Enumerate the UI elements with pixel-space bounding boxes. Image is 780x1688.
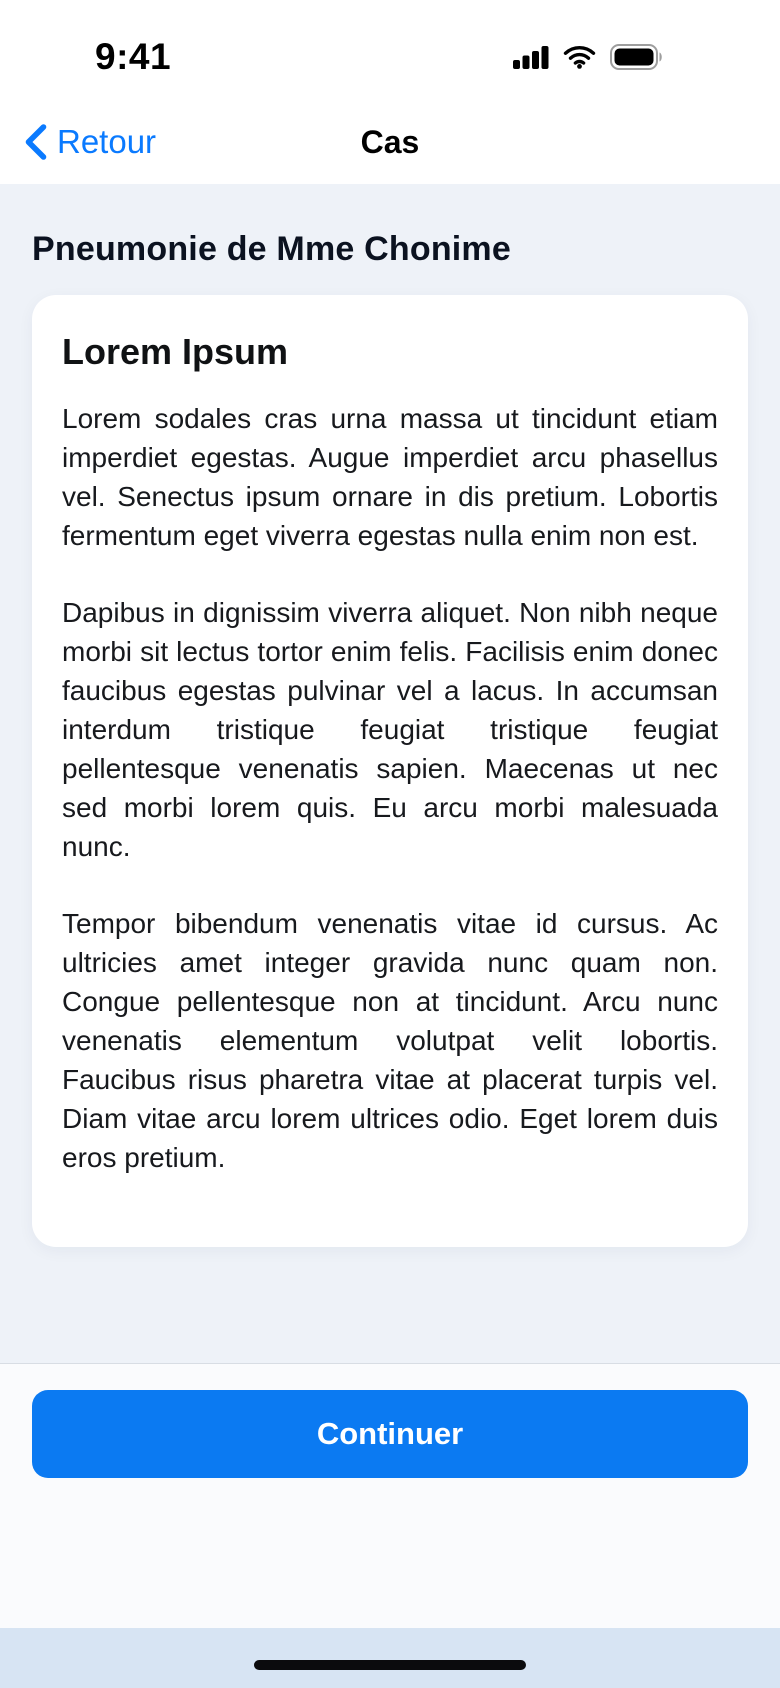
nav-title: Cas	[360, 123, 420, 160]
back-button[interactable]	[14, 117, 166, 167]
card-paragraph: Lorem sodales cras urna massa ut tincidunt etiam imperdiet egestas. Augue imperdiet arcu phasellus vel. Senectus ipsum ornare in dis pretium. Lobortis fermentum eget viverra egestas nulla enim non est.	[62, 403, 718, 551]
card-paragraph: Tempor bibendum venenatis vitae id cursus. Ac ultricies amet integer gravida nunc quam non. Congue pellentesque non at tincidunt. Arcu nunc venenatis elementum volutpat velit lobortis. Faucibus risus pharetra vitae at placerat turpis vel. Diam vitae arcu lorem ultrices odio. Eget lorem duis eros pretium.	[62, 908, 718, 1173]
home-indicator-area	[0, 1628, 780, 1688]
chevron-left-icon	[24, 124, 47, 160]
nav-bar	[0, 100, 780, 184]
back-button-label: Retour	[57, 123, 157, 160]
card-heading: Lorem Ipsum	[62, 331, 289, 372]
home-indicator[interactable]	[254, 1660, 526, 1670]
status-time: 9:41	[95, 36, 172, 77]
wifi-icon	[563, 45, 596, 69]
footer	[0, 1363, 780, 1628]
continue-button[interactable]: Continuer	[32, 1390, 748, 1478]
battery-icon	[610, 44, 664, 70]
status-bar	[0, 0, 780, 100]
card-paragraph: Dapibus in dignissim viverra aliquet. Non nibh neque morbi sit lectus tortor enim felis. Facilisis enim donec faucibus egestas pulvinar vel a lacus. In accumsan interdum tristique feugiat tristique feugiat pellentesque venenatis sapien. Maecenas ut nec sed morbi lorem quis. Eu arcu morbi malesuada nunc.	[62, 597, 718, 862]
case-card	[32, 295, 748, 1247]
cellular-signal-icon	[513, 46, 549, 69]
page-title: Pneumonie de Mme Chonime	[32, 230, 511, 268]
content-area	[0, 184, 780, 1363]
status-icons	[513, 44, 664, 70]
